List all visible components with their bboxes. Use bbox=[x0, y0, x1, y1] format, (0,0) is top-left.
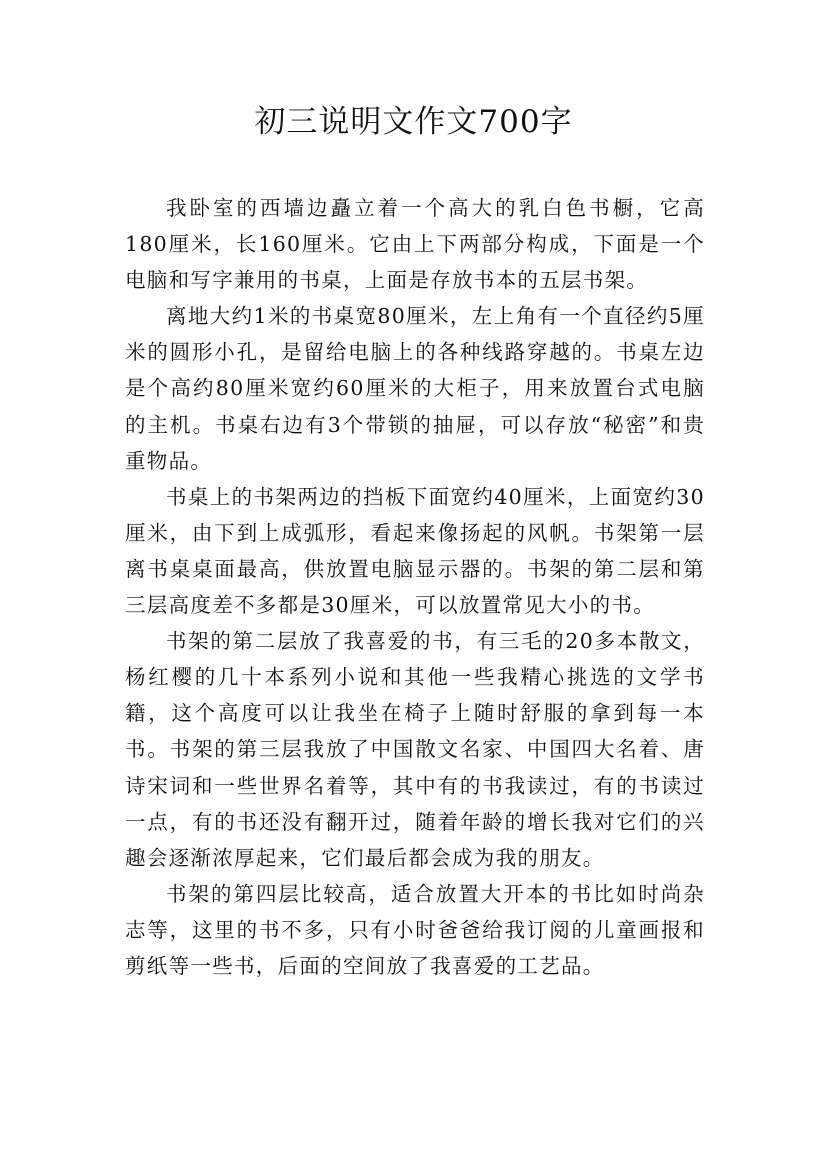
paragraph-2: 离地大约1米的书桌宽80厘米，左上角有一个直径约5厘米的圆形小孔，是留给电脑上的各种线路穿越的。书桌左边是个高约80厘米宽约60厘米的大柜子，用来放置台式电脑的主机。书桌右边有3个带锁的抽屉，可以存放“秘密”和贵重物品。 bbox=[125, 304, 705, 473]
paragraph-5: 书架的第四层比较高，适合放置大开本的书比如时尚杂志等，这里的书不多，只有小时爸爸给我订阅的儿童画报和剪纸等一些书，后面的空间放了我喜爱的工艺品。 bbox=[125, 881, 705, 978]
paragraph-3: 书桌上的书架两边的挡板下面宽约40厘米，上面宽约30厘米，由下到上成弧形，看起来像扬起的风帆。书架第一层离书桌桌面最高，供放置电脑显示器的。书架的第二层和第三层高度差不多都是30厘米，可以放置常见大小的书。 bbox=[125, 484, 705, 618]
page-title: 初三说明文作文700字 bbox=[254, 104, 573, 140]
paragraph-1: 我卧室的西墙边矗立着一个高大的乳白色书橱，它高180厘米，长160厘米。它由上下两部分构成，下面是一个电脑和写字兼用的书桌，上面是存放书本的五层书架。 bbox=[125, 196, 705, 293]
paragraph-4: 书架的第二层放了我喜爱的书，有三毛的20多本散文，杨红樱的几十本系列小说和其他一些我精心挑选的文学书籍，这个高度可以让我坐在椅子上随时舒服的拿到每一本书。书架的第三层我放了中国散文名家、中国四大名着、唐诗宋词和一些世界名着等，其中有的书我读过，有的书读过一点，有的书还没有翻开过，随着年龄的增长我对它们的兴趣会逐渐浓厚起来，它们最后都会成为我的朋友。 bbox=[125, 629, 705, 870]
article-body bbox=[125, 190, 705, 984]
